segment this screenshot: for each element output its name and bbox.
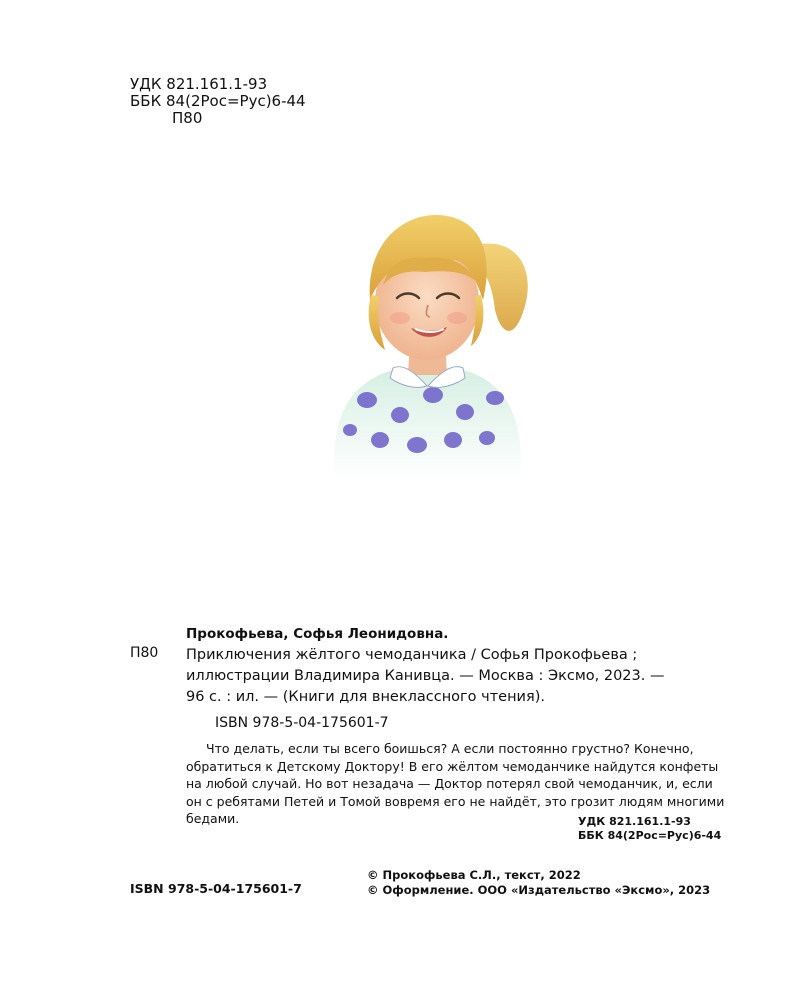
classification-block bbox=[130, 76, 306, 127]
bib-line: Приключения жёлтого чемоданчика / Софья Прокофьева ; bbox=[186, 647, 638, 663]
annotation-text: Что делать, если ты всего боишься? А если постоянно грустно? Конечно, обратиться к Детскому Доктору! В его жёлтом чемоданчике найдутся конфеты на любой случай. Но вот незадача — Доктор потерял свой чемоданчик, и, если он с ребятами Петей и Томой вовремя его не найдёт, это грозит людям многими бедами. bbox=[186, 741, 725, 826]
classification-right bbox=[578, 815, 721, 843]
bibliographic-sign: П80 bbox=[130, 645, 159, 661]
author-sign: П80 bbox=[172, 109, 203, 127]
bibliographic-author: Прокофьева, Софья Леонидовна. bbox=[186, 626, 449, 642]
copyright-block bbox=[367, 868, 710, 898]
udk-code-right: УДК 821.161.1-93 bbox=[578, 815, 691, 828]
copyright-design: © Оформление. ООО «Издательство «Эксмо», 2023 bbox=[367, 883, 711, 897]
bbk-code-right: ББК 84(2Рос=Рус)6-44 bbox=[578, 829, 722, 842]
bib-line: иллюстрации Владимира Канивца. — Москва : Эксмо, 2023. — bbox=[186, 668, 665, 684]
bbk-code: ББК 84(2Рос=Рус)6-44 bbox=[130, 92, 306, 110]
bibliographic-isbn: ISBN 978-5-04-175601-7 bbox=[215, 715, 389, 731]
bibliographic-description bbox=[186, 645, 726, 708]
copyright-text: © Прокофьева С.Л., текст, 2022 bbox=[367, 868, 581, 882]
bib-line: 96 с. : ил. — (Книги для внеклассного чтения). bbox=[186, 689, 545, 705]
girl-portrait-illustration bbox=[305, 190, 545, 480]
footer-isbn: ISBN 978-5-04-175601-7 bbox=[130, 881, 302, 896]
udk-code: УДК 821.161.1-93 bbox=[130, 75, 268, 93]
